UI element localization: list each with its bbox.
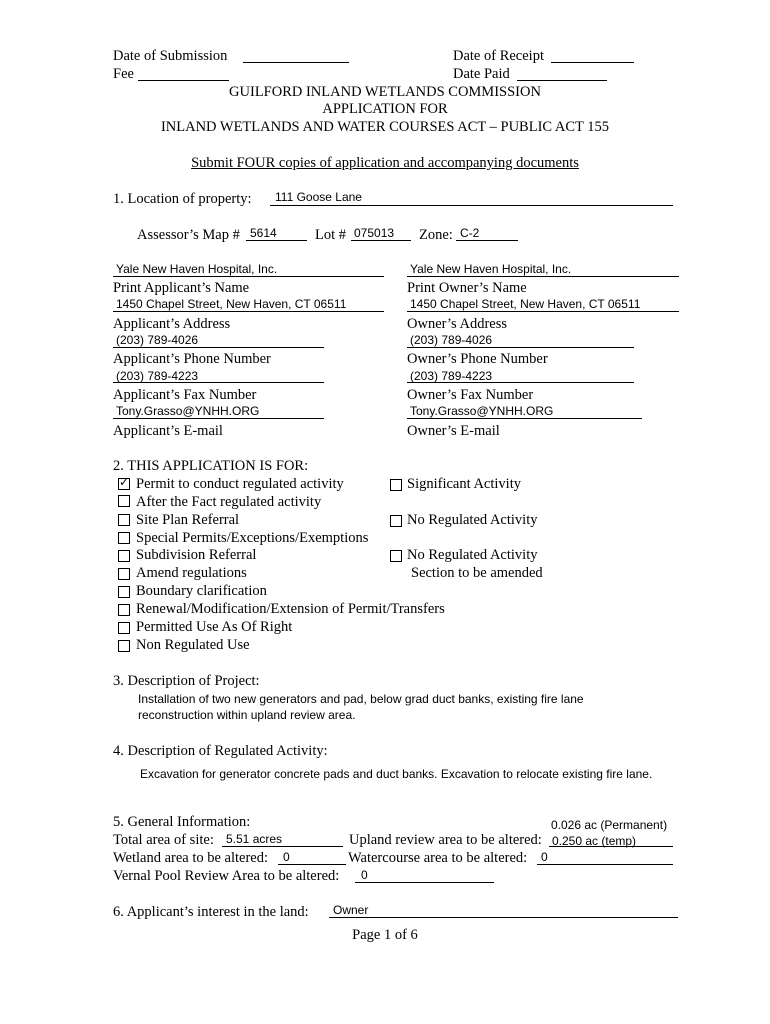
- total-area-line: [222, 846, 343, 847]
- renewal-label: Renewal/Modification/Extension of Permit/Transfers: [136, 601, 445, 617]
- permitted-use-checkbox[interactable]: [118, 622, 130, 634]
- vernal-pool-value[interactable]: 0: [361, 868, 368, 882]
- location-value[interactable]: 111 Goose Lane: [275, 190, 362, 204]
- boundary-checkbox[interactable]: [118, 586, 130, 598]
- after-the-fact-label: After the Fact regulated activity: [136, 494, 322, 510]
- zone-label: Zone:: [419, 227, 453, 243]
- watercourse-area-line: [537, 864, 673, 865]
- no-regulated-activity-label-2: No Regulated Activity: [407, 547, 538, 563]
- wetland-area-line: [278, 864, 346, 865]
- watercourse-area-label: Watercourse area to be altered:: [348, 850, 528, 866]
- owner-email-label: Owner’s E-mail: [407, 423, 500, 439]
- permit-checkbox[interactable]: [118, 475, 130, 490]
- application-title: APPLICATION FOR: [322, 101, 448, 117]
- subdivision-label: Subdivision Referral: [136, 547, 257, 563]
- regulated-activity-value[interactable]: Excavation for generator concrete pads and duct banks. Excavation to relocate existing fire lane.: [140, 767, 653, 781]
- owner-fax-line: [407, 382, 634, 383]
- site-plan-label: Site Plan Referral: [136, 512, 240, 528]
- applicant-interest-value[interactable]: Owner: [333, 903, 369, 917]
- significant-activity-label: Significant Activity: [407, 476, 521, 492]
- owner-phone-label: Owner’s Phone Number: [407, 351, 548, 367]
- owner-fax-label: Owner’s Fax Number: [407, 387, 534, 403]
- significant-activity-checkbox[interactable]: [390, 479, 402, 491]
- no-regulated-activity-label-1: No Regulated Activity: [407, 512, 538, 528]
- fee-field[interactable]: [138, 80, 229, 81]
- date-of-submission-field[interactable]: [243, 62, 349, 63]
- applicant-fax-value[interactable]: (203) 789-4223: [116, 369, 199, 383]
- owner-address-line: [407, 311, 679, 312]
- application-for-heading: 2. THIS APPLICATION IS FOR:: [113, 458, 309, 474]
- upland-area-label: Upland review area to be altered:: [349, 832, 542, 848]
- fee-label: Fee: [113, 66, 134, 82]
- wetland-area-value[interactable]: 0: [283, 850, 290, 864]
- owner-name-value[interactable]: Yale New Haven Hospital, Inc.: [410, 262, 572, 276]
- no-regulated-activity-checkbox-2[interactable]: [390, 550, 402, 562]
- act-title: INLAND WETLANDS AND WATER COURSES ACT – PUBLIC ACT 155: [160, 119, 610, 135]
- boundary-label: Boundary clarification: [136, 583, 267, 599]
- applicant-name-label: Print Applicant’s Name: [113, 280, 250, 296]
- applicant-fax-line: [113, 382, 324, 383]
- applicant-phone-label: Applicant’s Phone Number: [113, 351, 271, 367]
- date-of-receipt-label: Date of Receipt: [453, 48, 544, 64]
- date-of-submission-label: Date of Submission: [113, 48, 228, 64]
- wetland-area-label: Wetland area to be altered:: [113, 850, 269, 866]
- location-field-line: [270, 205, 673, 206]
- assessors-map-label: Assessor’s Map #: [137, 227, 240, 243]
- zone-value[interactable]: C-2: [460, 226, 480, 240]
- permitted-use-label: Permitted Use As Of Right: [136, 619, 293, 635]
- owner-name-line: [407, 276, 679, 277]
- after-the-fact-checkbox[interactable]: [118, 495, 130, 507]
- page-number: Page 1 of 6: [352, 927, 418, 943]
- section-to-be-amended-label: Section to be amended: [411, 565, 543, 581]
- owner-address-value[interactable]: 1450 Chapel Street, New Haven, CT 06511: [410, 297, 641, 311]
- applicant-fax-label: Applicant’s Fax Number: [113, 387, 257, 403]
- location-label: 1. Location of property:: [113, 191, 252, 207]
- map-field-line: [246, 240, 307, 241]
- applicant-email-label: Applicant’s E-mail: [113, 423, 223, 439]
- upland-area-permanent-value[interactable]: 0.026 ac (Permanent): [551, 818, 668, 832]
- lot-label: Lot #: [315, 227, 347, 243]
- owner-phone-value[interactable]: (203) 789-4026: [410, 333, 493, 347]
- permit-label: Permit to conduct regulated activity: [136, 476, 344, 492]
- applicant-interest-label: 6. Applicant’s interest in the land:: [113, 904, 309, 920]
- date-paid-field[interactable]: [517, 80, 607, 81]
- project-description-line2[interactable]: reconstruction within upland review area.: [138, 708, 356, 722]
- owner-email-line: [407, 418, 642, 419]
- date-paid-label: Date Paid: [453, 66, 510, 82]
- applicant-phone-value[interactable]: (203) 789-4026: [116, 333, 199, 347]
- amend-regulations-label: Amend regulations: [136, 565, 247, 581]
- lot-field-line: [351, 240, 411, 241]
- applicant-phone-line: [113, 347, 324, 348]
- owner-name-label: Print Owner’s Name: [407, 280, 527, 296]
- project-description-label: 3. Description of Project:: [113, 673, 260, 689]
- upland-area-temp-value[interactable]: 0.250 ac (temp): [552, 834, 637, 848]
- applicant-address-value[interactable]: 1450 Chapel Street, New Haven, CT 06511: [116, 297, 347, 311]
- watercourse-area-value[interactable]: 0: [541, 850, 548, 864]
- no-regulated-activity-checkbox-1[interactable]: [390, 515, 402, 527]
- total-area-label: Total area of site:: [113, 832, 214, 848]
- applicant-name-value[interactable]: Yale New Haven Hospital, Inc.: [116, 262, 278, 276]
- zone-field-line: [456, 240, 518, 241]
- amend-regulations-checkbox[interactable]: [118, 568, 130, 580]
- applicant-email-line: [113, 418, 324, 419]
- renewal-checkbox[interactable]: [118, 604, 130, 616]
- regulated-activity-label: 4. Description of Regulated Activity:: [113, 743, 328, 759]
- vernal-pool-label: Vernal Pool Review Area to be altered:: [113, 868, 340, 884]
- site-plan-checkbox[interactable]: [118, 514, 130, 526]
- owner-email-value[interactable]: Tony.Grasso@YNHH.ORG: [410, 404, 554, 418]
- subdivision-checkbox[interactable]: [118, 550, 130, 562]
- general-info-label: 5. General Information:: [113, 814, 251, 830]
- owner-fax-value[interactable]: (203) 789-4223: [410, 369, 493, 383]
- checkmark-icon: ✓: [119, 475, 130, 489]
- date-of-receipt-field[interactable]: [551, 62, 634, 63]
- special-permits-label: Special Permits/Exceptions/Exemptions: [136, 530, 369, 546]
- vernal-pool-line: [355, 882, 494, 883]
- applicant-name-line: [113, 276, 384, 277]
- lot-value[interactable]: 075013: [354, 226, 395, 240]
- owner-address-label: Owner’s Address: [407, 316, 508, 332]
- commission-title: GUILFORD INLAND WETLANDS COMMISSION: [229, 84, 541, 100]
- map-value[interactable]: 5614: [250, 226, 277, 240]
- non-regulated-checkbox[interactable]: [118, 640, 130, 652]
- project-description-line1[interactable]: Installation of two new generators and pad, below grad duct banks, existing fire lane: [138, 692, 584, 706]
- applicant-interest-line: [329, 917, 678, 918]
- applicant-email-value[interactable]: Tony.Grasso@YNHH.ORG: [116, 404, 260, 418]
- total-area-value[interactable]: 5.51 acres: [226, 832, 283, 846]
- applicant-address-line: [113, 311, 384, 312]
- owner-phone-line: [407, 347, 634, 348]
- non-regulated-label: Non Regulated Use: [136, 637, 250, 653]
- special-permits-checkbox[interactable]: [118, 532, 130, 544]
- submit-note: Submit FOUR copies of application and accompanying documents: [191, 155, 579, 171]
- applicant-address-label: Applicant’s Address: [113, 316, 231, 332]
